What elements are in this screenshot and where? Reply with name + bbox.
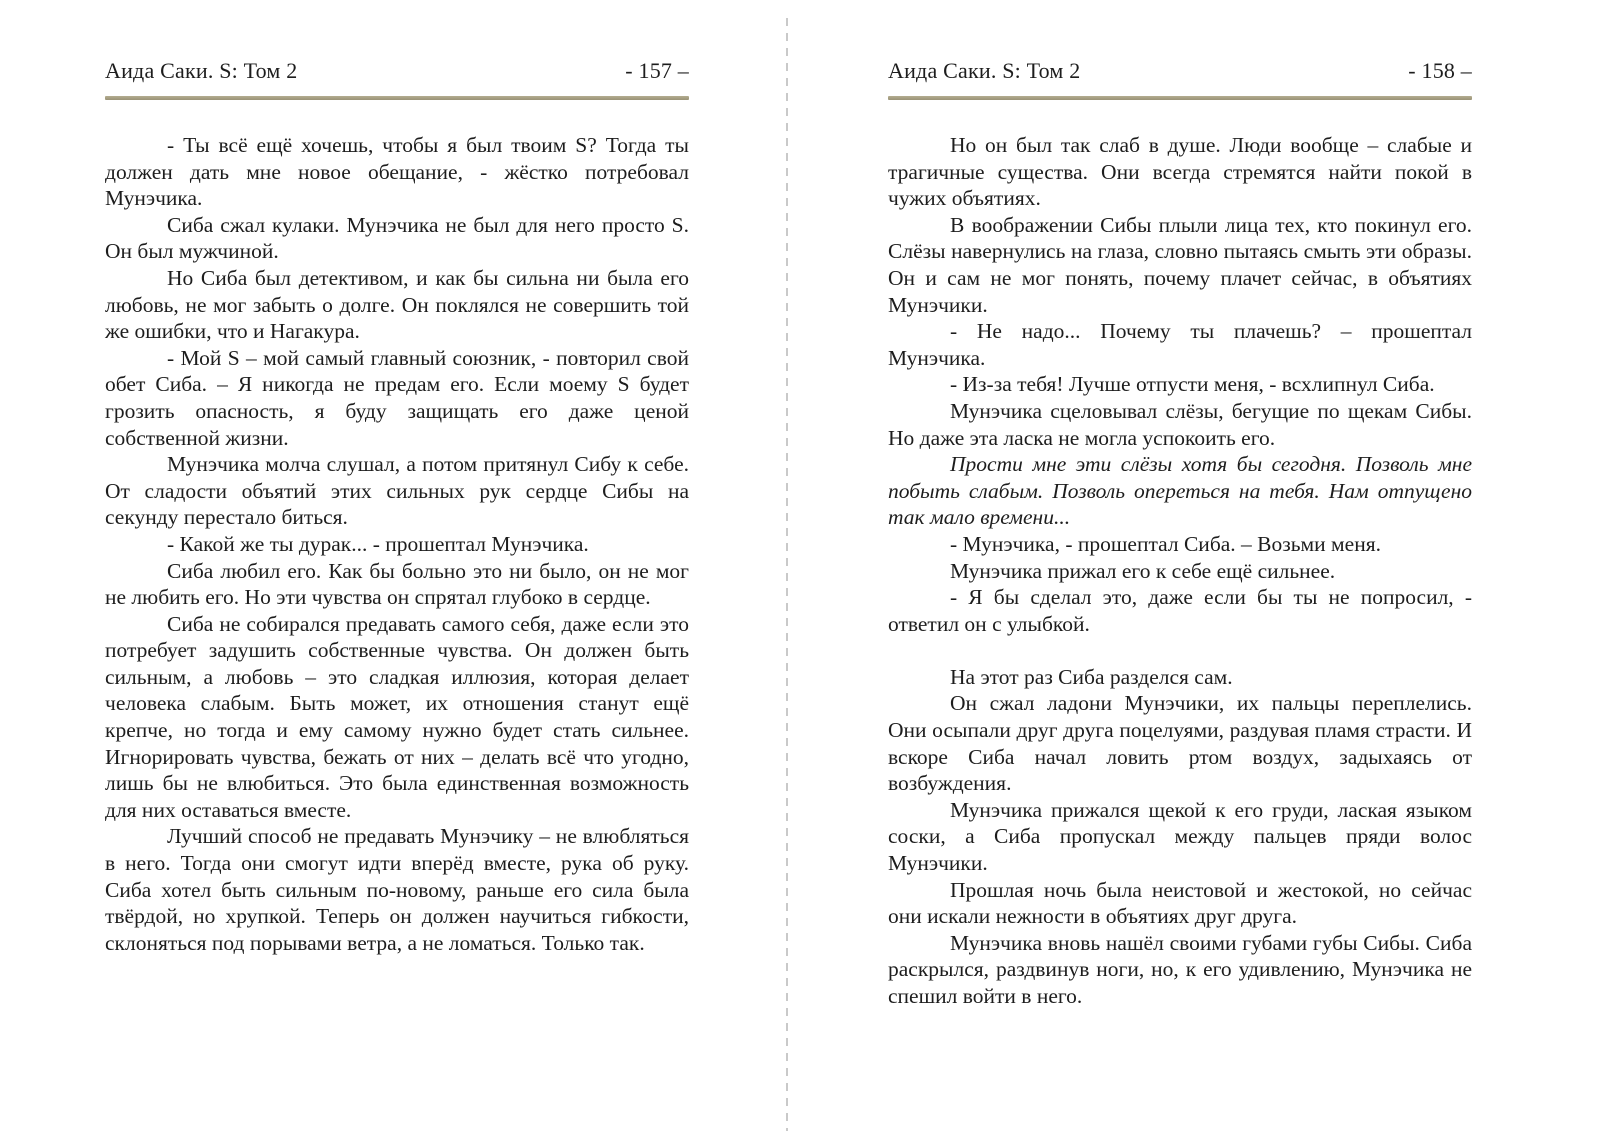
paragraph: - Я бы сделал это, даже если бы ты не попросил, - ответил он с улыбкой. bbox=[888, 585, 1472, 636]
paragraph: Но он был так слаб в душе. Люди вообще – слабые и трагичные существа. Они всегда стремятся найти покой в чужих объятиях. bbox=[888, 133, 1472, 211]
page-gutter-divider bbox=[786, 18, 788, 1131]
paragraph: Мунэчика сцеловывал слёзы, бегущие по щекам Сибы. Но даже эта ласка не могла успокоить его. bbox=[888, 398, 1472, 450]
paragraph: В воображении Сибы плыли лица тех, кто покинул его. Слёзы навернулись на глаза, словно пытаясь смыть эти образы. Он и сам не мог понять, почему плачет сейчас, в объятиях Мунэчики. bbox=[888, 212, 1472, 317]
running-header bbox=[105, 58, 689, 84]
paragraph: Мунэчика молча слушал, а потом притянул Сибу к себе. От сладости объятий этих сильных рук сердце Сибы на секунду перестало биться. bbox=[105, 452, 689, 530]
paragraph: Прости мне эти слёзы хотя бы сегодня. Позволь мне побыть слабым. Позволь опереться на тебя. Нам отпущено так мало времени... bbox=[888, 452, 1472, 530]
page-body bbox=[105, 132, 689, 956]
paragraph: - Мунэчика, - прошептал Сиба. – Возьми меня. bbox=[950, 531, 1381, 556]
paragraph: На этот раз Сиба разделся сам. bbox=[950, 664, 1233, 689]
paragraph: Сиба любил его. Как бы больно это ни было, он не мог не любить его. Но эти чувства он спрятал глубоко в сердце. bbox=[105, 558, 689, 610]
book-title: Аида Саки. S: Том 2 bbox=[888, 58, 1081, 83]
paragraph: Сиба сжал кулаки. Мунэчика не был для него просто S. Он был мужчиной. bbox=[105, 212, 689, 264]
paragraph: - Из-за тебя! Лучше отпусти меня, - всхлипнул Сиба. bbox=[950, 372, 1435, 397]
paragraph: Но Сиба был детективом, и как бы сильна ни была его любовь, не мог забыть о долге. Он поклялся не совершить той же ошибки, что и Нагакура. bbox=[105, 265, 689, 344]
paragraph: - Не надо... Почему ты плачешь? – прошептал Мунэчика. bbox=[888, 319, 1472, 370]
paragraph: Лучший способ не предавать Мунэчику – не влюбляться в него. Тогда они смогут идти вперёд вместе, рука об руку. Сиба хотел быть сильным по-новому, раньше его сила была твёрдой, но хрупкой. Теперь он должен научиться гибкости, склоняться под порывами ветра, а не ломаться. Только так. bbox=[105, 824, 689, 955]
header-rule bbox=[888, 96, 1472, 100]
paragraph: - Мой S – мой самый главный союзник, - повторил свой обет Сиба. – Я никогда не предам его. Если моему S будет грозить опасность, я буду защищать его даже ценой собственной жизни. bbox=[105, 345, 689, 450]
paragraph: Сиба не собирался предавать самого себя, даже если это потребует задушить собственные чувства. Он должен быть сильным, а любовь – это сладкая иллюзия, которая делает человека слабым. Быть может, их отношения станут ещё крепче, но тогда и ему самому нужно будет стать сильнее. Игнорировать чувства, бежать от них – делать всё что угодно, лишь бы не влюбиться. Это была единственная возможность для них оставаться вместе. bbox=[105, 611, 689, 822]
paragraph: Мунэчика прижал его к себе ещё сильнее. bbox=[950, 558, 1336, 583]
page-number: - 158 – bbox=[1408, 58, 1472, 83]
book-page-right bbox=[888, 0, 1472, 1010]
book-title: Аида Саки. S: Том 2 bbox=[105, 58, 298, 83]
page-body bbox=[888, 132, 1472, 1010]
running-header bbox=[888, 58, 1472, 84]
header-rule bbox=[105, 96, 689, 100]
paragraph: Он сжал ладони Мунэчики, их пальцы переплелись. Они осыпали друг друга поцелуями, раздувая пламя страсти. И вскоре Сиба начал ловить ртом воздух, задыхаясь от возбуждения. bbox=[888, 691, 1472, 796]
book-page-left bbox=[105, 0, 689, 956]
paragraph: Мунэчика вновь нашёл своими губами губы Сибы. Сиба раскрылся, раздвинув ноги, но, к его удивлению, Мунэчика не спешил войти в него. bbox=[888, 930, 1472, 1008]
paragraph: - Ты всё ещё хочешь, чтобы я был твоим S? Тогда ты должен дать мне новое обещание, - жёстко потребовал Мунэчика. bbox=[105, 133, 689, 211]
paragraph: Мунэчика прижался щекой к его груди, лаская языком соски, а Сиба пропускал между пальцев пряди волос Мунэчики. bbox=[888, 797, 1472, 876]
page-number: - 157 – bbox=[625, 58, 689, 83]
paragraph: - Какой же ты дурак... - прошептал Мунэчика. bbox=[167, 531, 589, 556]
paragraph: Прошлая ночь была неистовой и жестокой, но сейчас они искали нежности в объятиях друг друга. bbox=[888, 877, 1472, 929]
